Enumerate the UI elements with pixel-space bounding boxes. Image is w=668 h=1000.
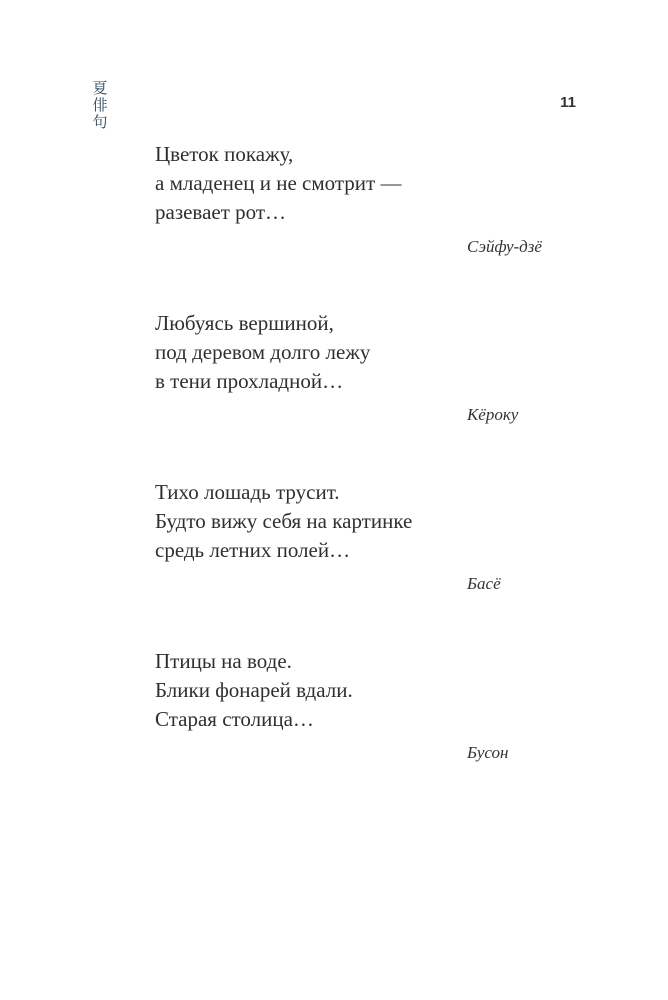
poem-author: Басё [467,574,501,593]
poem-line: Блики фонарей вдали. [155,678,353,702]
poem-2 [155,309,555,424]
poem-line: разевает рот… [155,200,287,224]
poem-line: Любуясь вершиной, [155,311,334,335]
poem-4 [155,647,555,762]
side-glyph-1: 夏 [92,79,108,97]
poem-line: Птицы на воде. [155,649,292,673]
poem-1 [155,140,555,256]
poem-line: в тени прохладной… [155,369,344,393]
poem-line: Старая столица… [155,707,314,731]
poem-3 [155,478,555,593]
poem-author: Кёроку [467,405,519,424]
side-glyph-3: 句 [92,113,108,131]
side-glyph-2: 俳 [92,96,108,114]
poem-line: Цветок покажу, [155,142,294,166]
poem-line: средь летних полей… [155,538,351,562]
poem-author: Сэйфу-дзё [467,237,542,256]
page-number: 11 [560,94,576,111]
poem-line: Тихо лошадь трусит. [155,480,340,504]
poem-line: Будто вижу себя на картинке [155,509,413,533]
vertical-title-mark [90,80,110,131]
poem-author: Бусон [467,743,509,762]
poem-line: под деревом долго лежу [155,340,371,364]
poem-line: а младенец и не смотрит — [155,171,402,195]
